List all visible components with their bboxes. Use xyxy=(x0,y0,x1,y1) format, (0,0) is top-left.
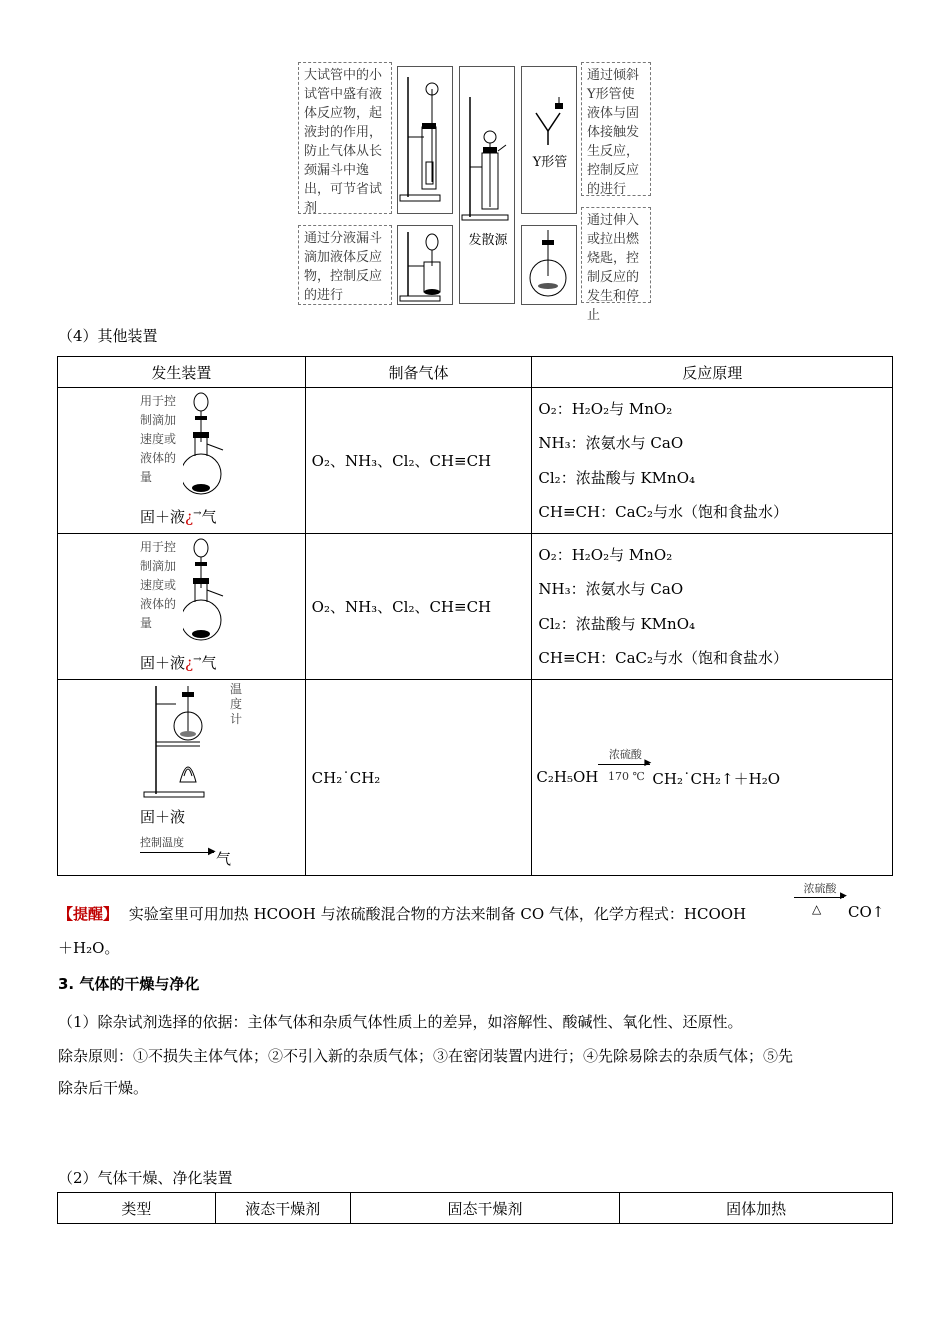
arrow-head-icon: ▶ xyxy=(208,846,216,857)
center-apparatus-drawing xyxy=(460,67,514,227)
apparatus-label: 固＋液¿→气 xyxy=(140,654,217,672)
apparatus-label: 固＋液 xyxy=(140,808,186,826)
flask-funnel-drawing xyxy=(183,392,243,498)
gases-cell: CH₂˙CH₂ xyxy=(305,680,532,876)
table-header-cell: 类型 xyxy=(58,1193,216,1224)
note-box-top-left: 大试管中的小试管中盛有液体反应物，起液封的作用，防止气体从长颈漏斗中逸出，可节省试剂 xyxy=(298,62,392,214)
condition-label: 170 ℃ xyxy=(608,770,645,783)
gases-cell: O₂、NH₃、Cl₂、CH≡CH xyxy=(305,534,532,680)
principle-cell xyxy=(532,680,893,876)
apparatus-label: 固＋液¿→气 xyxy=(140,508,217,526)
table-header-row xyxy=(58,357,893,388)
table-header-cell: 固体加热 xyxy=(620,1193,893,1224)
tip-condition: △ xyxy=(812,902,822,916)
note-box-bottom-right: 通过伸入或拉出燃烧匙，控制反应的发生和停止 xyxy=(581,207,651,303)
tip-arrow xyxy=(794,897,844,898)
table-header-cell: 液态干燥剂 xyxy=(215,1193,350,1224)
reaction-arrow xyxy=(598,764,650,765)
y-tube-label: Y形管 xyxy=(532,155,568,170)
y-tube-drawing xyxy=(522,67,576,157)
apparatus-panel-combustion-spoon xyxy=(521,225,577,305)
subsection-2-title: （2）气体干燥、净化装置 xyxy=(58,1169,233,1187)
thermometer-label: 温度计 xyxy=(230,682,243,726)
gas-label: 气 xyxy=(216,850,232,868)
gases-cell: O₂、NH₃、Cl₂、CH≡CH xyxy=(305,388,532,534)
center-label: 发散源 xyxy=(468,233,508,248)
drying-table xyxy=(57,1192,893,1224)
note-box-bottom-left: 通过分液漏斗滴加液体反应物，控制反应的进行 xyxy=(298,225,392,305)
tip-tag: 【提醒】 xyxy=(58,905,119,923)
tip-line xyxy=(58,903,746,924)
separatory-funnel-drawing xyxy=(398,226,452,304)
apparatus-cell xyxy=(58,534,306,680)
tip-product: CO↑ xyxy=(848,903,885,921)
center-apparatus-panel xyxy=(459,66,515,304)
section-3-title: 3. 气体的干燥与净化 xyxy=(58,975,200,993)
table-row xyxy=(58,534,893,680)
note-box-top-right: 通过倾斜Y形管使液体与固体接触发生反应，控制反应的进行 xyxy=(581,62,651,196)
table-row xyxy=(58,680,893,876)
flask-funnel-drawing xyxy=(183,538,243,644)
reactant: C₂H₅OH xyxy=(536,768,599,786)
apparatus-note: 用于控 制滴加 速度或 液体的 量 xyxy=(140,394,177,484)
table-header-cell: 反应原理 xyxy=(532,357,893,388)
products: CH₂˙CH₂↑＋H₂O xyxy=(652,770,781,788)
gas-generation-table xyxy=(57,356,893,876)
apparatus-panel-separatory-funnel xyxy=(397,225,453,305)
principle-cell: O₂：H₂O₂与 MnO₂ NH₃：浓氨水与 CaO Cl₂：浓盐酸与 KMnO₄ CH≡CH：CaC₂与水（饱和食盐水） xyxy=(532,534,893,680)
heating-apparatus-drawing xyxy=(140,682,220,800)
apparatus-panel-y-tube xyxy=(521,66,577,214)
table-header-cell: 发生装置 xyxy=(58,357,306,388)
paragraph-2-line-2: 除杂后干燥。 xyxy=(58,1079,149,1097)
section-4-title: （4）其他装置 xyxy=(58,327,158,345)
catalyst-label: 浓硫酸 xyxy=(608,748,642,761)
tip-text: 实验室里可用加热 HCOOH 与浓硫酸混合物的方法来制备 CO 气体，化学方程式：HCOOH xyxy=(128,905,747,923)
tip-catalyst: 浓硫酸 xyxy=(803,882,837,895)
table-header-cell: 固态干燥剂 xyxy=(350,1193,620,1224)
arrow-head-icon: ▶ xyxy=(644,758,652,768)
tip-continuation: ＋H₂O。 xyxy=(58,939,120,957)
apparatus-panel-long-neck-funnel xyxy=(397,66,453,214)
table-header-row xyxy=(58,1193,893,1224)
apparatus-cell xyxy=(58,388,306,534)
temperature-arrow: 控制温度 xyxy=(140,836,184,849)
arrow-head-icon: ▶ xyxy=(840,891,847,901)
table-header-cell: 制备气体 xyxy=(305,357,532,388)
apparatus-note: 用于控 制滴加 速度或 液体的 量 xyxy=(140,540,177,630)
paragraph-2-line-1: 除杂原则：①不损失主体气体；②不引入新的杂质气体；③在密闭装置内进行；④先除易除去的杂质气体；⑤先 xyxy=(58,1047,794,1065)
table-row xyxy=(58,388,893,534)
arrow-line xyxy=(140,852,214,853)
combustion-spoon-drawing xyxy=(522,226,576,304)
long-neck-funnel-drawing xyxy=(398,67,452,213)
paragraph-1: （1）除杂试剂选择的依据：主体气体和杂质气体性质上的差异，如溶解性、酸碱性、氧化性、还原性。 xyxy=(58,1013,743,1031)
apparatus-cell xyxy=(58,680,306,876)
principle-cell: O₂：H₂O₂与 MnO₂ NH₃：浓氨水与 CaO Cl₂：浓盐酸与 KMnO₄ CH≡CH：CaC₂与水（饱和食盐水） xyxy=(532,388,893,534)
